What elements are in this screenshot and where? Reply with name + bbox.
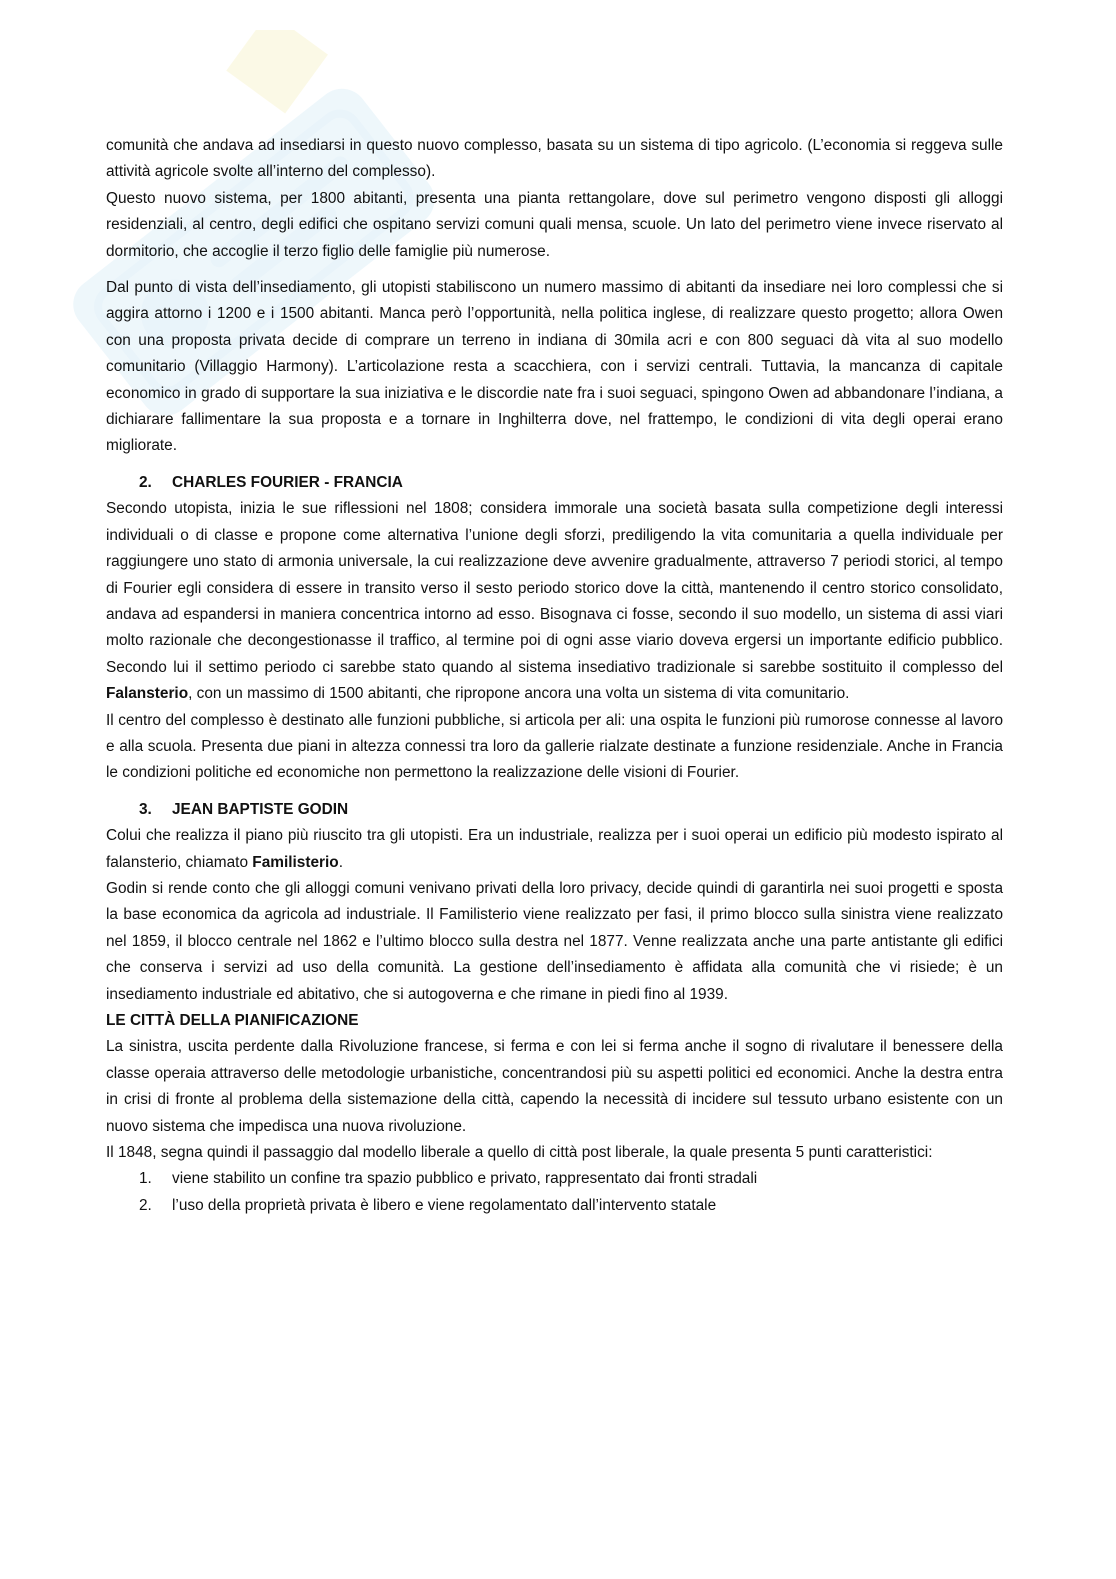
bold-term-familisterio: Familisterio — [252, 853, 339, 871]
text-run: Colui che realizza il piano più riuscito tra gli utopisti. Era un industriale, realizza per i suoi operai un edificio più modesto ispirato al falansterio, chiamato — [106, 827, 1003, 871]
heading-number: 2. — [139, 473, 152, 491]
paragraph: Il 1848, segna quindi il passaggio dal modello liberale a quello di città post liberale, la quale presenta 5 punti caratteristici: — [106, 1144, 933, 1162]
text-run: . — [338, 853, 343, 871]
section-heading-godin — [106, 797, 1003, 823]
list-text: l’uso della proprietà privata è libero e viene regolamentato dall’intervento statale — [172, 1196, 717, 1214]
heading-number: 3. — [139, 800, 152, 818]
list-text: viene stabilito un confine tra spazio pubblico e privato, rappresentato dai fronti stradali — [172, 1170, 758, 1188]
text-run: Secondo utopista, inizia le sue riflessioni nel 1808; considera immorale una società basata sulla competizione degli interessi individuali o di classe e propone come alternativa l’unione degli sforzi, prediligendo la vita comunitaria a quella individuale per raggiungere uno stato di armonia universale, la cui realizzazione deve avvenire gradualmente, attraverso 7 periodi storici, al tempo di Fourier egli considera di essere in transito verso il sesto periodo storico dove la città, mantenendo il centro storico consolidato, andava ad espandersi in maniera concentrica intorno ad esso. Bisognava ci fosse, secondo il suo modello, un sistema di assi viari molto razionale che decongestionasse il traffico, al termine poi di ogni asse viario doveva ergersi un importante edificio pubblico. Secondo lui il settimo periodo ci sarebbe stato quando al sistema insediativo tradizionale si sarebbe sostituito il complesso del — [106, 500, 1003, 676]
paragraph: Questo nuovo sistema, per 1800 abitanti, presenta una pianta rettangolare, dove sul perimetro vengono disposti gli alloggi residenziali, al centro, degli edifici che ospitano servizi comuni quali mensa, scuole. Un lato del perimetro viene invece riservato al dormitorio, che accoglie il terzo figlio delle famiglie più numerose. — [106, 189, 1003, 260]
text-run: , con un massimo di 1500 abitanti, che ripropone ancora una volta un sistema di vita comunitario. — [188, 685, 850, 703]
list-number: 1. — [139, 1170, 152, 1188]
section-heading-pianificazione: LE CITTÀ DELLA PIANIFICAZIONE — [106, 1012, 359, 1029]
paragraph: comunità che andava ad insediarsi in questo nuovo complesso, basata su un sistema di tipo agricolo. (L’economia si reggeva sulle attività agricole svolte all’interno del complesso). — [106, 137, 1003, 181]
document-body — [106, 133, 1003, 1219]
bold-term-falansterio: Falansterio — [106, 685, 189, 703]
paragraph: La sinistra, uscita perdente dalla Rivoluzione francese, si ferma e con lei si ferma anche il sogno di rivalutare il benessere della classe operaia attraverso delle metodologie urbanistiche, concentrandosi più su aspetti politici ed economici. Anche la destra entra in crisi di fronte al problema della sistemazione della città, capendo la necessità di incidere sul tessuto urbano esistente con un nuovo sistema che impedisca una nuova rivoluzione. — [106, 1038, 1003, 1135]
list-item — [106, 1166, 1003, 1192]
paragraph: Dal punto di vista dell’insediamento, gli utopisti stabiliscono un numero massimo di abitanti da insediare nei loro complessi che si aggira attorno i 1200 e i 1500 abitanti. Manca però l’opportunità, nella politica inglese, di realizzare questo progetto; allora Owen con una proposta privata decide di comprare un terreno in indiana di 30mila acri e con 800 seguaci dà vita al suo modello comunitario (Villaggio Harmony). L’articolazione resta a scacchiera, con i servizi centrali. Tuttavia, la mancanza di capitale economico in grado di supportare la sua iniziativa e le discordie nate fra i suoi seguaci, spingono Owen ad abbandonare l’indiana, a dichiarare fallimentare la sua proposta e a tornare in Inghilterra dove, nel frattempo, le condizioni di vita degli operai erano migliorate. — [106, 279, 1003, 455]
paragraph — [106, 496, 1003, 707]
list-item — [106, 1193, 1003, 1219]
paragraph: Il centro del complesso è destinato alle funzioni pubbliche, si articola per ali: una ospita le funzioni più rumorose connesse al lavoro e alla scuola. Presenta due piani in altezza connessi tra loro da gallerie rialzate destinate a funzione residenziale. Anche in Francia le condizioni politiche ed economiche non permettono la realizzazione delle visioni di Fourier. — [106, 711, 1003, 782]
paragraph: Godin si rende conto che gli alloggi comuni venivano privati della loro privacy, decide quindi di garantirla nei suoi progetti e sposta la base economica da agricola ad industriale. Il Familisterio viene realizzato per fasi, il primo blocco sulla sinistra viene realizzato nel 1859, il blocco centrale nel 1862 e l’ultimo blocco sulla destra nel 1877. Venne realizzata anche una parte antistante gli edifici che conserva i servizi ad uso della comunità. La gestione dell’insediamento è affidata alla comunità che vi risiede; è un insediamento industriale ed abitativo, che si autogoverna e che rimane in piedi fino al 1939. — [106, 879, 1003, 1003]
heading-text: CHARLES FOURIER - FRANCIA — [172, 473, 403, 491]
numbered-list — [106, 1166, 1003, 1219]
heading-text: JEAN BAPTISTE GODIN — [172, 800, 349, 818]
section-heading-fourier — [106, 470, 1003, 496]
list-number: 2. — [139, 1196, 152, 1214]
paragraph — [106, 823, 1003, 876]
